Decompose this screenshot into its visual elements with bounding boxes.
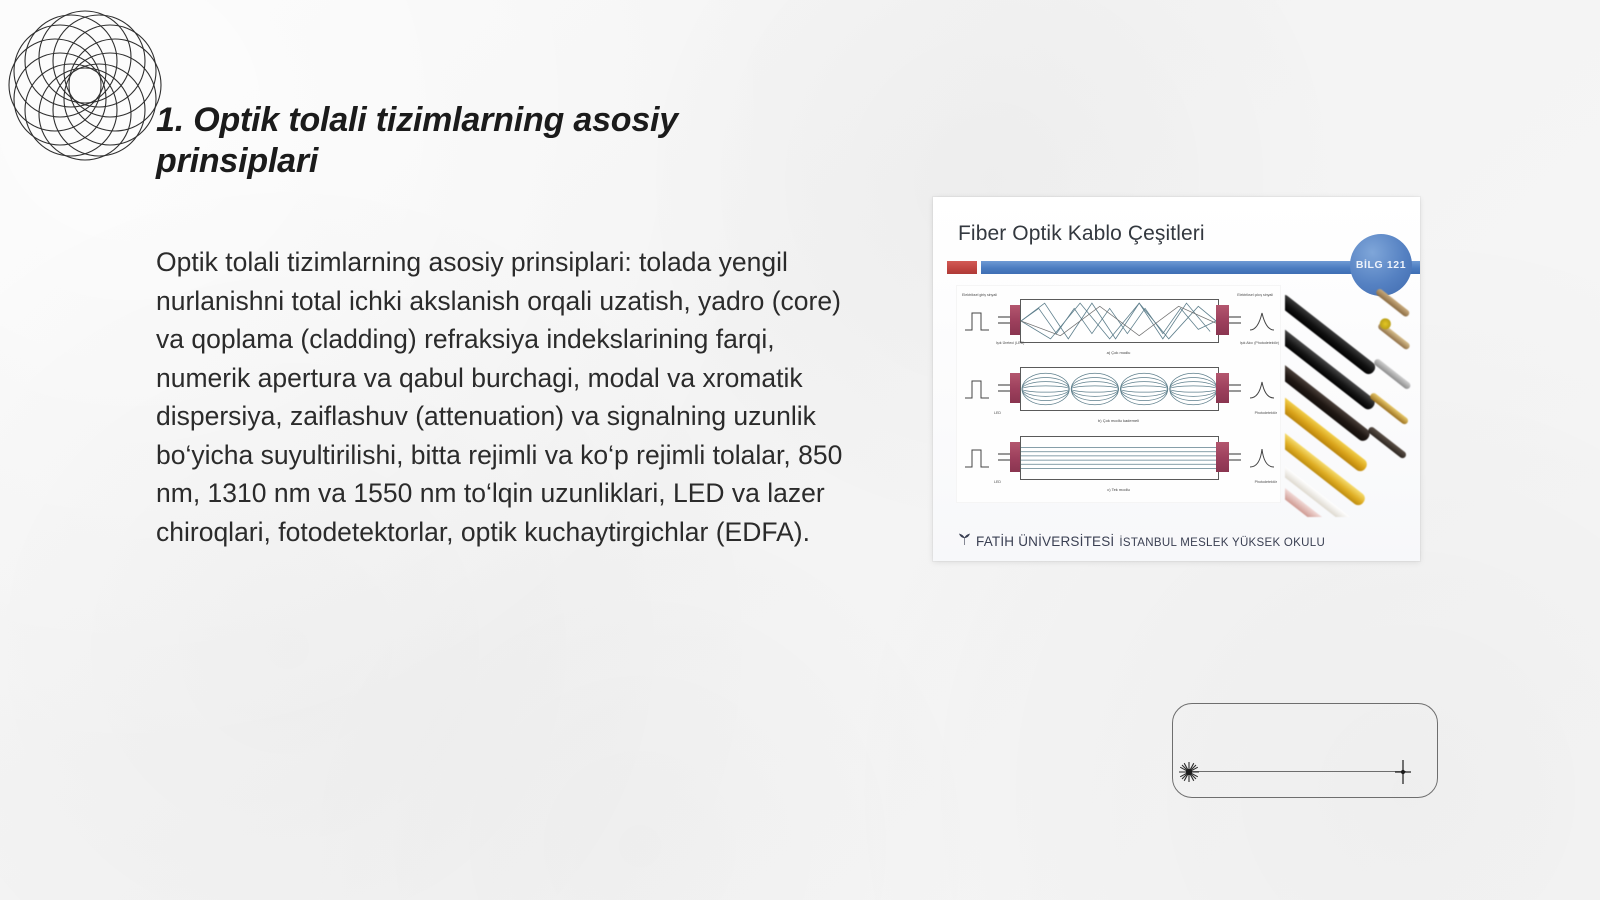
card-header-rule	[933, 259, 1420, 275]
spirograph-rosette-icon	[3, 3, 167, 167]
output-pulse-icon	[1249, 446, 1275, 470]
plus-marker-icon	[1392, 759, 1414, 785]
card-footer	[958, 533, 1325, 549]
detector-connector	[1216, 442, 1229, 472]
fiber-core-single-mode	[1020, 436, 1219, 480]
input-pulse-icon	[964, 377, 990, 401]
fiber-mode-diagram	[956, 285, 1281, 503]
footer-school-name: İSTANBUL MESLEK YÜKSEK OKULU	[1119, 537, 1326, 549]
course-code-badge: BİLG 121	[1350, 234, 1412, 296]
diagram-row-multimode-step	[956, 291, 1281, 357]
page-title: 1. Optik tolali tizimlarning asosiy prinsiplari	[156, 101, 679, 181]
source-leads-icon	[998, 448, 1010, 466]
output-pulse-icon	[1249, 377, 1275, 401]
detector-leads-icon	[1229, 311, 1241, 329]
fiber-core-step-index	[1020, 299, 1219, 343]
diagram-input-label: Elektriksel giriş sinyali	[962, 293, 997, 297]
diagram-detector-label: Işık Alıcı (Photodetektör)	[1239, 341, 1279, 345]
tulip-logo-icon	[958, 533, 971, 546]
detector-connector	[1216, 305, 1229, 335]
card-title: Fiber Optik Kablo Çeşitleri	[958, 222, 1205, 245]
diagram-output-label: Photodetektör	[1254, 411, 1277, 415]
diagram-row-single-mode	[956, 428, 1281, 494]
detector-leads-icon	[1229, 379, 1241, 397]
diagram-row-caption: a) Çok modlu	[1106, 350, 1131, 355]
starburst-icon	[1178, 761, 1200, 783]
diagram-output-label: Photodetektör	[1254, 480, 1277, 484]
fiber-optic-slide-card	[933, 197, 1420, 561]
diagram-output-label: Elektriksel çıkış sinyali	[1237, 293, 1273, 297]
diagram-row-multimode-graded	[956, 359, 1281, 425]
diagram-source-label: Işık Üreteci (LED)	[996, 341, 1025, 345]
source-leads-icon	[998, 311, 1010, 329]
detector-connector	[1216, 373, 1229, 403]
source-leads-icon	[998, 379, 1010, 397]
diagram-input-label: LED	[994, 411, 1001, 415]
input-pulse-icon	[964, 309, 990, 333]
diagram-row-caption: b) Çok modlu kademeli	[1098, 418, 1139, 423]
fiber-optic-cables-photo	[1285, 285, 1420, 517]
fiber-core-graded-index	[1020, 367, 1219, 411]
card-inner-surface	[933, 197, 1420, 561]
input-pulse-icon	[964, 446, 990, 470]
diagram-row-caption: c) Tek modlu	[1107, 487, 1130, 492]
output-pulse-icon	[1249, 309, 1275, 333]
detector-leads-icon	[1229, 448, 1241, 466]
footer-university-name: FATİH ÜNİVERSİTESİ	[976, 534, 1115, 549]
decor-axis-line	[1190, 771, 1406, 772]
diagram-input-label: LED	[994, 480, 1001, 484]
rule-red-tab	[947, 261, 977, 274]
body-paragraph: Optik tolali tizimlarning asosiy prinsiplari: tolada yengil nurlanishni total ichki akslanish orqali uzatish, yadro (core) va qoplama (cladding) refraksiya indekslarining farqi, numerik apertura va qabul burchagi, modal va xromatik dispersiya, zaiflashuv (attenuation) va signalning uzunlik bo‘yicha suyultirilishi, bitta rejimli va ko‘p rejimli tolalar, 850 nm, 1310 nm va 1550 nm to‘lqin uzunliklari, LED va lazer chiroqlari, fotodetektorlar, optik kuchaytirgichlar (EDFA).	[156, 247, 843, 547]
